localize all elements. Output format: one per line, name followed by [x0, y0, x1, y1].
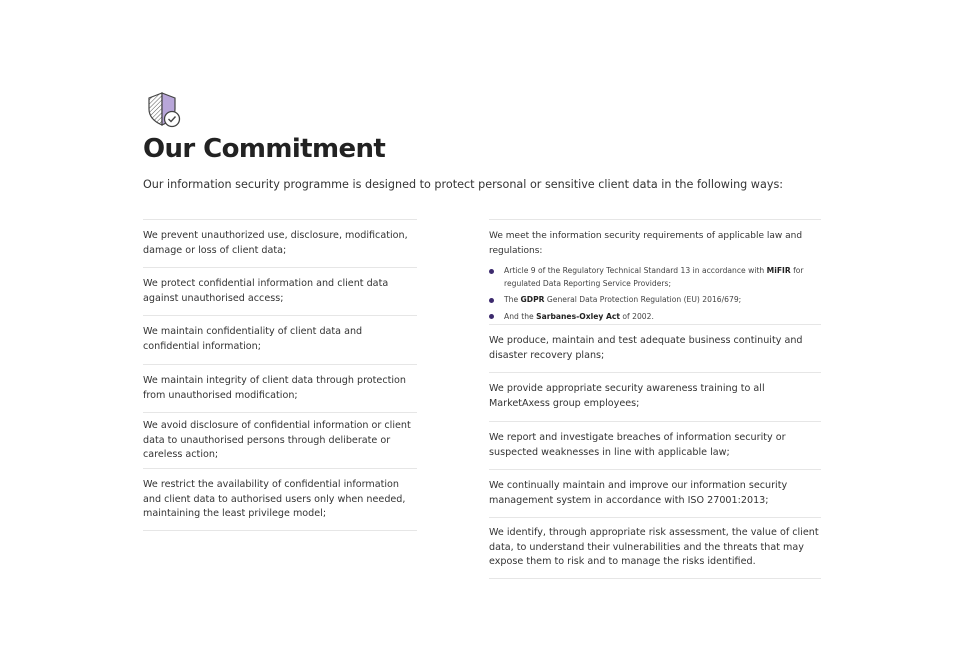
regulations-heading: We meet the information security requirements of applicable law and regulations:	[489, 231, 803, 256]
list-item: We avoid disclosure of confidential information or client data to unauthorised persons through deliberate or careless action;	[143, 412, 417, 468]
list-item-regulations	[489, 219, 821, 324]
shield-check-icon	[145, 91, 183, 129]
bullet-item: The GDPR General Data Protection Regulation (EU) 2016/679;	[489, 294, 821, 307]
list-item: We produce, maintain and test adequate business continuity and disaster recovery plans;	[489, 324, 821, 372]
bullet-icon	[489, 298, 494, 303]
list-item: We provide appropriate security awareness training to all MarketAxess group employees;	[489, 372, 821, 421]
page-title: Our Commitment	[143, 134, 386, 164]
list-item: We identify, through appropriate risk assessment, the value of client data, to understand their vulnerabilities and the threats that may expose them to risk and to manage the risks identified.	[489, 517, 821, 579]
list-item: We restrict the availability of confidential information and client data to authorised users only when needed, maintaining the least privilege model;	[143, 468, 417, 531]
left-commitments	[143, 219, 417, 531]
bullet-icon	[489, 269, 494, 274]
bullet-item: Article 9 of the Regulatory Technical Standard 13 in accordance with MiFIR for regulated Data Reporting Service Providers;	[489, 265, 821, 290]
list-item: We continually maintain and improve our information security management system in accordance with ISO 27001:2013;	[489, 469, 821, 517]
list-item: We maintain confidentiality of client data and confidential information;	[143, 315, 417, 364]
list-item: We protect confidential information and client data against unauthorised access;	[143, 267, 417, 315]
regulations-list	[489, 265, 821, 323]
list-item: We prevent unauthorized use, disclosure, modification, damage or loss of client data;	[143, 219, 417, 267]
bullet-icon	[489, 314, 494, 319]
right-commitments	[489, 219, 821, 579]
intro-text: Our information security programme is designed to protect personal or sensitive client data in the following ways:	[143, 178, 784, 191]
list-item: We maintain integrity of client data through protection from unauthorised modification;	[143, 364, 417, 412]
bullet-item: And the Sarbanes-Oxley Act of 2002.	[489, 311, 821, 324]
list-item: We report and investigate breaches of information security or suspected weaknesses in line with applicable law;	[489, 421, 821, 469]
